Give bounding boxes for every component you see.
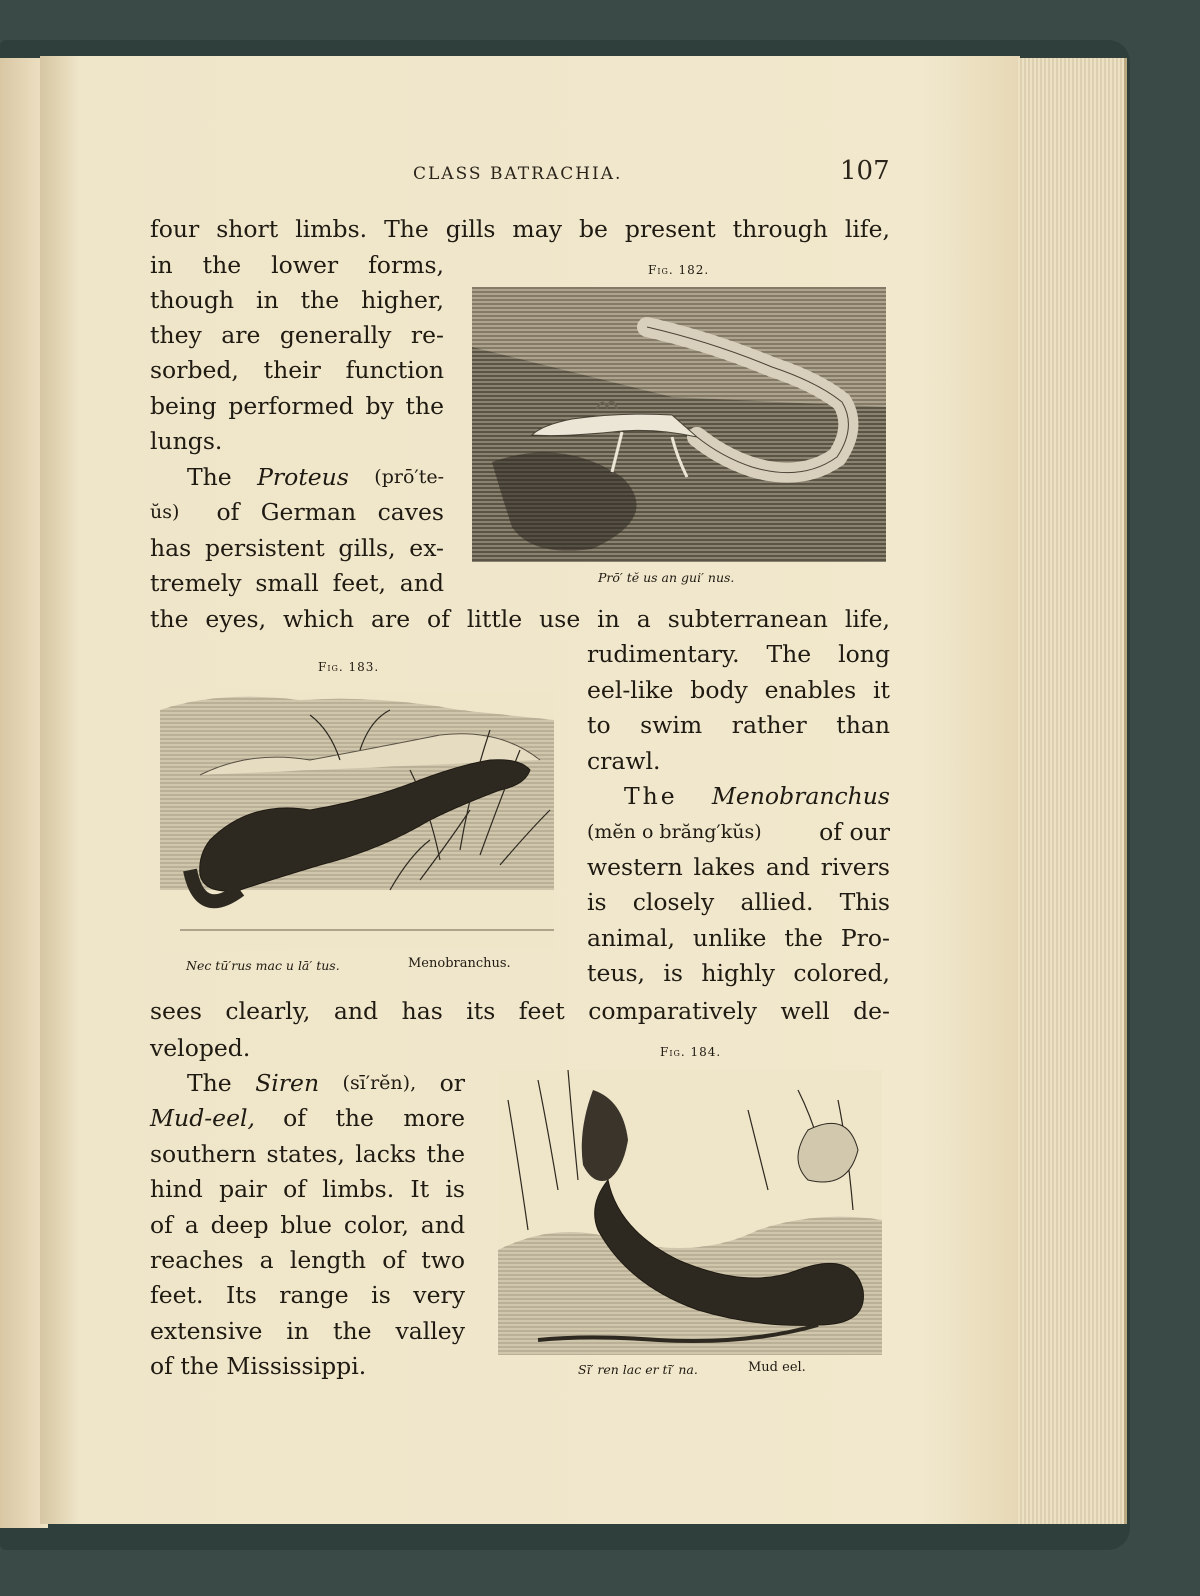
text: of the more: [283, 1104, 465, 1132]
figure-183-engraving: [160, 690, 554, 950]
figure-182-engraving: [472, 287, 886, 562]
text: of German caves: [216, 498, 444, 526]
body-line: [150, 494, 444, 530]
body-line: has persistent gills, ex-: [150, 534, 444, 562]
body-line: extensive in the valley: [150, 1317, 465, 1345]
body-line: [187, 1065, 465, 1101]
body-line: reaches a length of two: [150, 1246, 465, 1274]
body-line: [187, 459, 444, 495]
body-line: feet. Its range is very: [150, 1281, 465, 1309]
figure-183-legend-scientific: Nec tū′rus mac u lā′ tus.: [186, 958, 340, 973]
body-line: the eyes, which are of little use in a subterranean life,: [150, 605, 890, 633]
body-line: eel-like body enables it: [587, 676, 890, 704]
text-the: The: [187, 463, 232, 491]
running-title: CLASS BATRACHIA.: [413, 164, 623, 184]
body-line: they are generally re-: [150, 321, 444, 349]
genus-proteus: Proteus: [257, 463, 349, 491]
body-line: though in the higher,: [150, 286, 444, 314]
figure-184-legend-common: Mud eel.: [748, 1360, 806, 1375]
body-line: sees clearly, and has its feet comparatively well de-: [150, 997, 890, 1025]
body-line: being performed by the: [150, 392, 444, 420]
body-line: western lakes and rivers: [587, 853, 890, 881]
page-number: 107: [840, 156, 890, 186]
body-line: veloped.: [150, 1034, 251, 1062]
figure-184-engraving: [498, 1070, 882, 1355]
body-line: [624, 778, 890, 814]
body-line: rudimentary. The long: [587, 640, 890, 668]
body-line: of the Mississippi.: [150, 1352, 367, 1380]
body-line: southern states, lacks the: [150, 1140, 465, 1168]
text-the: The: [187, 1069, 232, 1097]
common-name-mud-eel: Mud-eel,: [150, 1104, 255, 1132]
body-line: crawl.: [587, 747, 661, 775]
figure-184-legend-scientific: Sī′ ren lac er tī′ na.: [578, 1362, 698, 1377]
pronunciation: (prō′te-: [374, 466, 444, 488]
body-line: to swim rather than: [587, 711, 890, 739]
body-line: is closely allied. This: [587, 888, 890, 916]
text: of our: [819, 818, 890, 846]
figure-184-label: Fig. 184.: [660, 1045, 722, 1059]
body-line: four short limbs. The gills may be present through life,: [150, 215, 890, 243]
figure-182-label: Fig. 182.: [648, 263, 710, 277]
figure-183-label: Fig. 183.: [318, 660, 380, 674]
body-line: tremely small feet, and: [150, 569, 444, 597]
body-line: animal, unlike the Pro-: [587, 924, 890, 952]
page-edges: [1018, 58, 1127, 1524]
figure-182-legend: Prō′ tĕ us an gui′ nus.: [598, 570, 735, 585]
body-line: lungs.: [150, 427, 223, 455]
pronunciation: ŭs): [150, 501, 180, 523]
body-line: teus, is highly colored,: [587, 959, 890, 987]
genus-siren: Siren: [255, 1069, 320, 1097]
pronunciation: (sī′rĕn),: [342, 1072, 417, 1094]
figure-183-legend-common: Menobranchus.: [408, 956, 511, 971]
body-line: in the lower forms,: [150, 251, 444, 279]
body-line: [587, 814, 890, 850]
body-line: of a deep blue color, and: [150, 1211, 465, 1239]
pronunciation: (mĕn o brăng′kŭs): [587, 821, 762, 843]
genus-menobranchus: Menobranchus: [711, 782, 890, 810]
text-the: The: [624, 782, 678, 810]
body-line: [150, 1100, 465, 1136]
body-line: hind pair of limbs. It is: [150, 1175, 465, 1203]
text-or: or: [439, 1069, 465, 1097]
body-line: sorbed, their function: [150, 356, 444, 384]
